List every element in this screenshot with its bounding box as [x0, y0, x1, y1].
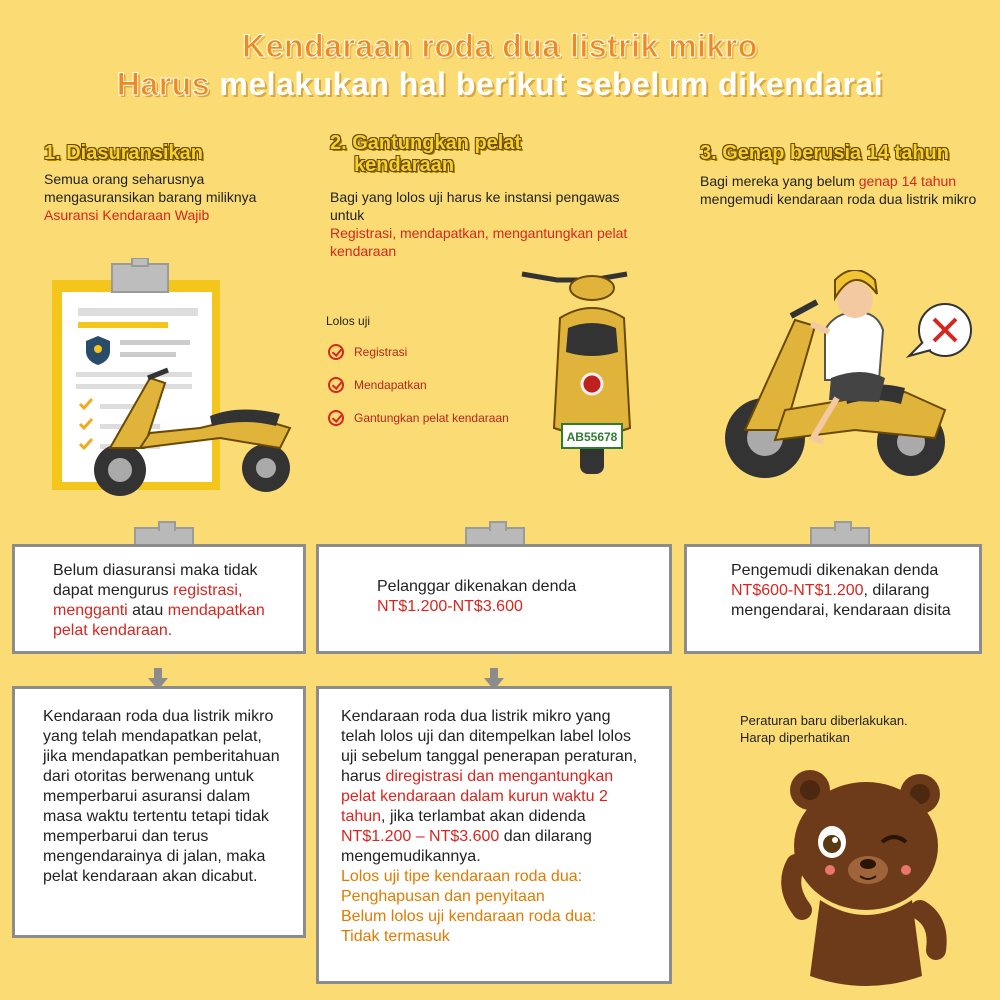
box2-bottom-p2: , jika terlambat akan didenda [381, 808, 586, 825]
box2-bottom-r1: diregistrasi dan mengantungkan pelat kendaraan dalam kurun waktu 2 tahun [341, 768, 614, 825]
box-3-top [684, 544, 982, 654]
box2-bottom-o3: Belum lolos uji kendaraan roda dua: [341, 908, 597, 925]
box2-bottom-o4: Tidak termasuk [341, 928, 450, 945]
checklist-item-mendapatkan: Mendapatkan [328, 377, 427, 393]
scooter-rear-illustration [512, 258, 672, 478]
box-1-top [12, 544, 306, 654]
step2-heading-line1: 2. Gantungkan pelat [330, 132, 522, 154]
subtitle-rest: melakukan hal berikut sebelum dikendarai [210, 66, 884, 102]
subtitle [0, 66, 1000, 103]
step3-desc-text1: Bagi mereka yang belum [700, 173, 859, 189]
check-circle-icon [328, 344, 344, 360]
box2-bottom-o2: Penghapusan dan penyitaan [341, 888, 545, 905]
box-1-bottom [12, 686, 306, 938]
box3-top-p2: , dilarang mengendarai, kendaraan disita [731, 582, 951, 619]
step2-heading-line2: kendaraan [354, 154, 455, 176]
step2-desc-text: Bagi yang lolos uji harus ke instansi pengawas untuk [330, 189, 620, 223]
subtitle-highlight: Harus [116, 66, 210, 102]
box-2-bottom [316, 686, 672, 984]
main-title: Kendaraan roda dua listrik mikro [242, 28, 758, 64]
step1-description [44, 170, 304, 224]
box1-top-p1: Belum diasuransi maka tidak dapat mengurus [53, 562, 258, 599]
mascot-note [740, 712, 908, 746]
checklist-title: Lolos uji [326, 314, 371, 328]
check-circle-icon [328, 410, 344, 426]
step1-heading: 1. Diasuransikan [44, 142, 203, 164]
check-circle-icon [328, 377, 344, 393]
box1-bottom-text: Kendaraan roda dua listrik mikro yang telah mendapatkan pelat, jika mendapatkan pemberitahuan dari otoritas berwenang untuk memperbarui asuransi dalam masa waktu tertentu tetapi tidak memperbarui dan terus mengendarainya di jalan, maka pelat kendaraan akan dicabut. [43, 708, 280, 885]
box2-bottom-o1: Lolos uji tipe kendaraan roda dua: [341, 868, 583, 885]
box1-top-p2: atau [127, 602, 168, 619]
license-plate-number: AB55678 [566, 430, 618, 444]
box-2-top [316, 544, 672, 654]
box2-top-r1: NT$1.200-NT$3.600 [377, 598, 523, 615]
checklist-item-registrasi: Registrasi [328, 344, 407, 360]
step1-desc-text: Semua orang seharusnya mengasuransikan barang miliknya [44, 171, 257, 205]
step3-heading: 3. Genap berusia 14 tahun [700, 142, 949, 164]
bear-mascot [770, 760, 970, 990]
step3-description [700, 172, 990, 208]
checklist-item-gantungkan: Gantungkan pelat kendaraan [328, 410, 509, 426]
mascot-note-line2: Harap diperhatikan [740, 730, 850, 745]
step2-desc-red: Registrasi, mendapatkan, mengantungkan pelat kendaraan [330, 225, 628, 259]
box1-top-r1: registrasi, [173, 582, 243, 599]
box3-top-p1: Pengemudi dikenakan denda [731, 562, 939, 579]
box3-top-r1: NT$600-NT$1.200 [731, 582, 864, 599]
box2-bottom-r2: NT$1.200 – NT$3.600 [341, 828, 500, 845]
step3-desc-red: genap 14 tahun [858, 173, 957, 189]
box2-bottom-p3: dan dilarang mengemudikannya. [341, 828, 592, 865]
clipboard-scooter-illustration [40, 258, 310, 508]
mascot-note-line1: Peraturan baru diberlakukan. [740, 713, 908, 728]
step3-desc-text2: mengemudi kendaraan roda dua listrik mikro [700, 191, 977, 207]
step2-heading [330, 132, 521, 176]
box2-top-p1: Pelanggar dikenakan denda [377, 578, 577, 595]
box1-top-r2: mengganti [53, 602, 128, 619]
rider-illustration [705, 270, 990, 490]
step2-description [330, 188, 650, 260]
box1-top-r3: mendapatkan pelat kendaraan. [53, 602, 265, 639]
box2-bottom-p1: Kendaraan roda dua listrik mikro yang telah lolos uji dan ditempelkan label lolos uji sebelum tanggal penerapan peraturan, harus [341, 708, 638, 785]
step1-desc-red: Asuransi Kendaraan Wajib [44, 207, 210, 223]
